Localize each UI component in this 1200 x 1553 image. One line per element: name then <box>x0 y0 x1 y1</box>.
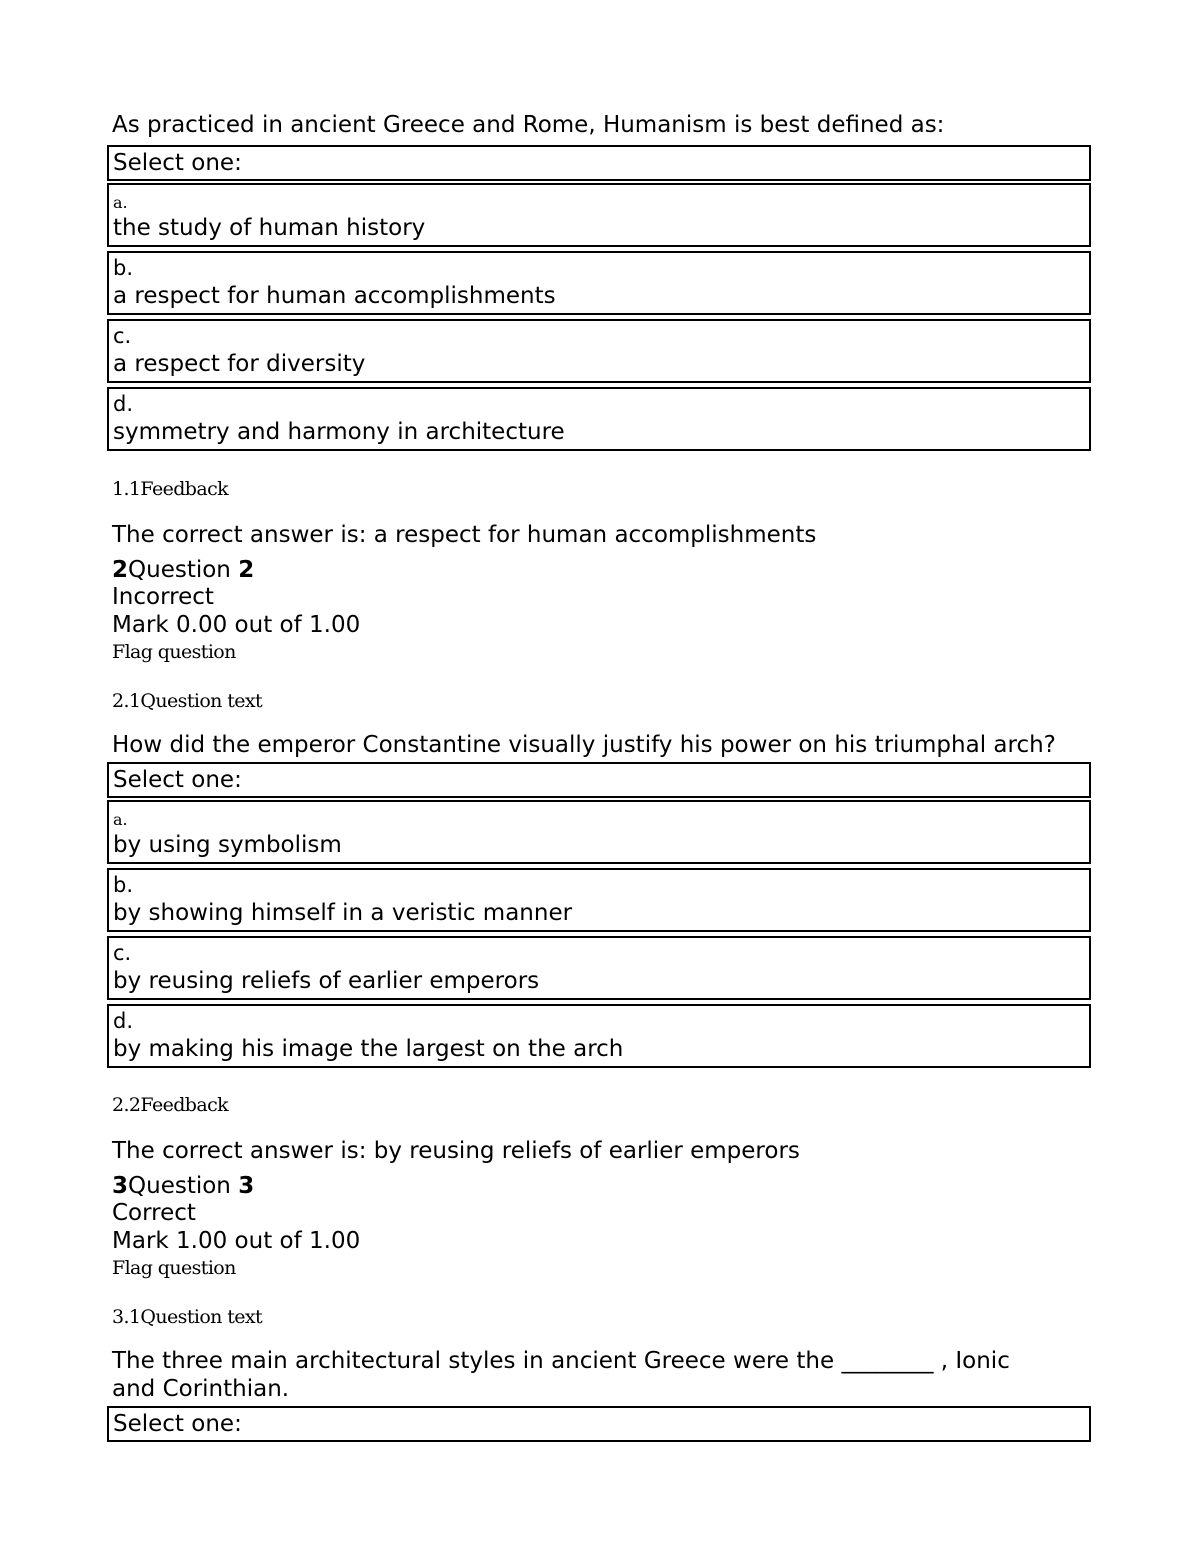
q3-select-label: Select one: <box>113 1411 242 1437</box>
q2-option-d[interactable] <box>107 1004 1091 1068</box>
q2-option-a-letter: a. <box>113 810 128 829</box>
q2-heading <box>112 559 254 582</box>
q1-option-d-letter: d. <box>113 392 134 416</box>
q1-option-d[interactable] <box>107 387 1091 451</box>
q1-option-c-letter: c. <box>113 324 132 348</box>
q2-flag-question[interactable]: Flag question <box>112 641 236 663</box>
q1-prompt: As practiced in ancient Greece and Rome, Humanism is best defined as: <box>112 112 945 138</box>
q1-option-a[interactable] <box>107 183 1091 247</box>
q1-select-label: Select one: <box>113 150 242 176</box>
q2-option-b-letter: b. <box>113 873 134 897</box>
q2-mark: Mark 0.00 out of 1.00 <box>112 612 361 638</box>
q1-option-d-text: symmetry and harmony in architecture <box>113 419 565 445</box>
q1-option-b-text: a respect for human accomplishments <box>113 283 556 309</box>
q1-option-b[interactable] <box>107 251 1091 315</box>
q2-option-a[interactable] <box>107 800 1091 864</box>
q2-option-b[interactable] <box>107 868 1091 932</box>
q2-feedback-text: The correct answer is: by reusing reliefs of earlier emperors <box>112 1138 800 1164</box>
q1-option-b-letter: b. <box>113 256 134 280</box>
q2-option-c[interactable] <box>107 936 1091 1000</box>
q3-flag-question[interactable]: Flag question <box>112 1257 236 1279</box>
q2-option-d-text: by making his image the largest on the arch <box>113 1036 624 1062</box>
q2-question-text-heading: 2.1Question text <box>112 690 263 712</box>
q2-number-prefix: 2 <box>112 557 129 583</box>
q2-number: 2 <box>238 557 255 583</box>
q2-option-b-text: by showing himself in a veristic manner <box>113 900 573 926</box>
q3-select-label-box <box>107 1406 1091 1442</box>
q3-number: 3 <box>238 1173 255 1199</box>
q2-feedback-heading: 2.2Feedback <box>112 1094 229 1116</box>
q2-option-d-letter: d. <box>113 1009 134 1033</box>
q3-question-text-heading: 3.1Question text <box>112 1306 263 1328</box>
q3-label: Question <box>128 1173 239 1199</box>
q1-select-label-box <box>107 145 1091 181</box>
q2-select-label-box <box>107 762 1091 798</box>
q2-prompt: How did the emperor Constantine visually justify his power on his triumphal arch? <box>112 732 1056 758</box>
q2-option-c-letter: c. <box>113 941 132 965</box>
q2-state: Incorrect <box>112 584 214 610</box>
q1-feedback-text: The correct answer is: a respect for human accomplishments <box>112 522 817 548</box>
q3-mark: Mark 1.00 out of 1.00 <box>112 1228 361 1254</box>
q3-prompt-line1: The three main architectural styles in ancient Greece were the ________ , Ionic <box>112 1348 1010 1374</box>
q2-select-label: Select one: <box>113 767 242 793</box>
q1-option-a-text: the study of human history <box>113 215 426 241</box>
q2-label: Question <box>128 557 239 583</box>
q1-option-a-letter: a. <box>113 193 128 212</box>
q2-option-c-text: by reusing reliefs of earlier emperors <box>113 968 540 994</box>
q3-prompt-line2: and Corinthian. <box>112 1376 290 1402</box>
q3-heading <box>112 1175 254 1198</box>
q2-option-a-text: by using symbolism <box>113 832 342 858</box>
q1-feedback-heading: 1.1Feedback <box>112 478 229 500</box>
q3-number-prefix: 3 <box>112 1173 129 1199</box>
q1-option-c[interactable] <box>107 319 1091 383</box>
q1-option-c-text: a respect for diversity <box>113 351 366 377</box>
q3-state: Correct <box>112 1200 196 1226</box>
